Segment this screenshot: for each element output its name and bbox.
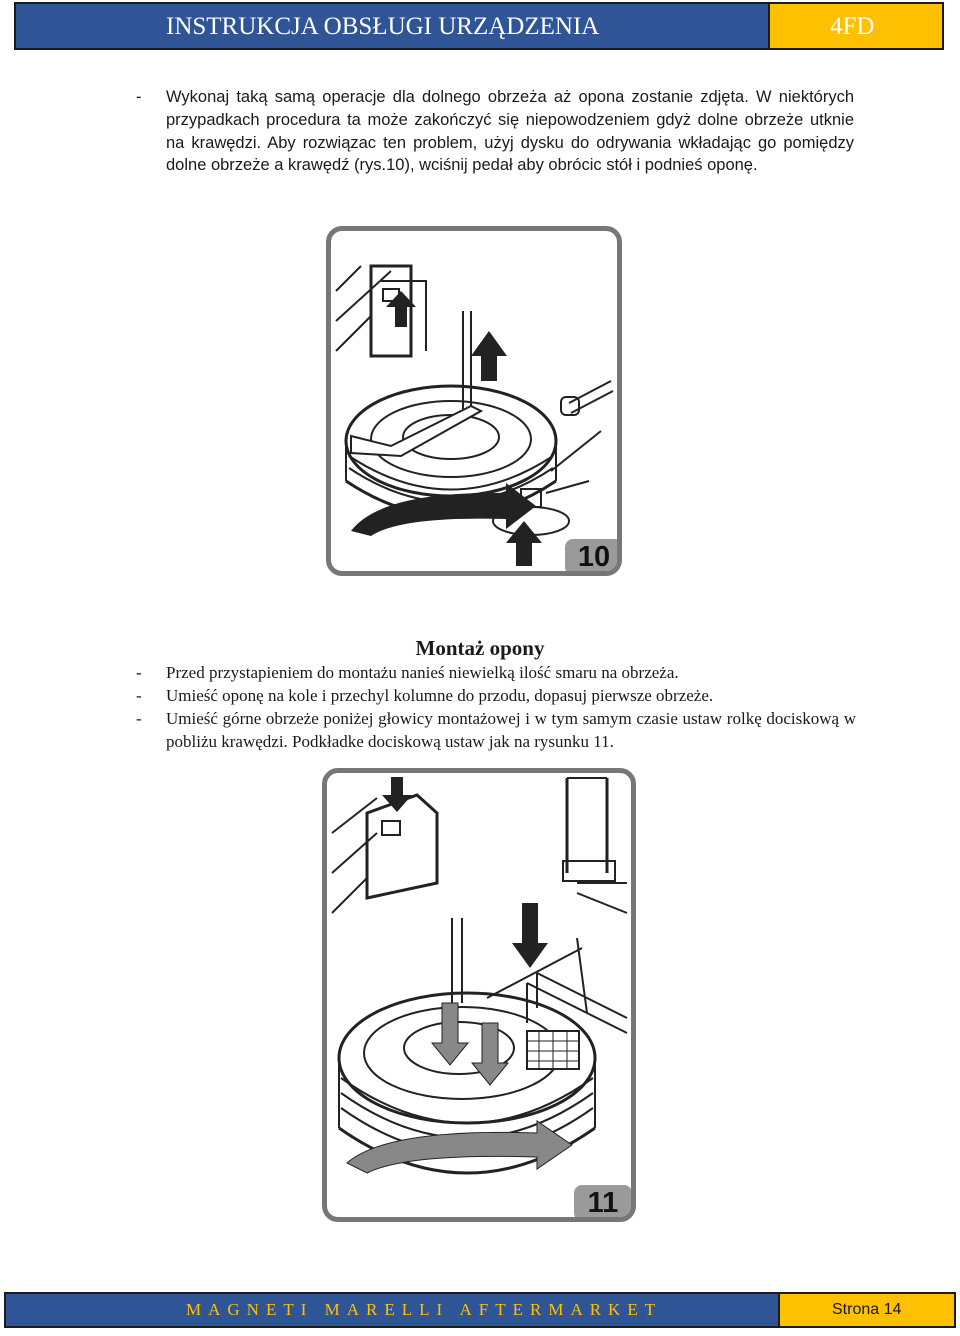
figure-number: 11 — [574, 1185, 632, 1221]
list-dash: - — [136, 686, 142, 705]
list-dash: - — [136, 709, 142, 728]
model-code: 4FD — [770, 4, 942, 48]
tire-removal-illustration — [331, 231, 617, 571]
section-heading — [0, 636, 960, 661]
figure-10 — [326, 226, 622, 576]
section-heading-text: Montaż opony — [415, 636, 545, 660]
page-number: Strona 14 — [780, 1294, 954, 1326]
list-dash: - — [136, 663, 142, 682]
list-item — [136, 684, 856, 707]
list-dash: - — [136, 88, 142, 106]
list-item — [136, 707, 856, 753]
page-footer — [4, 1292, 956, 1328]
intro-list — [136, 86, 854, 177]
list-item-text: Umieść górne obrzeże poniżej głowicy montażowej i w tym samym czasie ustaw rolkę dociskową w pobliżu krawędzi. Podkładke dociskową ustaw jak na rysunku 11. — [166, 709, 856, 751]
page-header — [14, 2, 944, 50]
list-item-text: Umieść oponę na kole i przechyl kolumne do przodu, dopasuj pierwsze obrzeże. — [166, 686, 714, 705]
figure-number: 10 — [565, 539, 622, 575]
document-title: INSTRUKCJA OBSŁUGI URZĄDZENIA — [16, 4, 770, 48]
mounting-steps-list — [136, 661, 856, 753]
list-item — [136, 661, 856, 684]
list-item — [136, 86, 854, 177]
list-item-text: Przed przystapieniem do montażu nanieś niewielką ilość smaru na obrzeża. — [166, 663, 679, 682]
footer-brand: MAGNETI MARELLI AFTERMARKET — [6, 1294, 780, 1326]
figure-11 — [322, 768, 636, 1222]
tire-mounting-illustration — [327, 773, 631, 1217]
list-item-text: Wykonaj taką samą operacje dla dolnego obrzeża aż opona zostanie zdjęta. W niektórych przypadkach procedura ta może zakończyć się niepowodzeniem gdyż dolne obrzeże utknie na krawędzi. Aby rozwiązac ten problem, użyj dysku do odrywania wkładając go pomiędzy dolne obrzeże a krawędź (rys.10), wciśnij pedał aby obrócic stół i podnieś oponę. — [166, 88, 854, 175]
